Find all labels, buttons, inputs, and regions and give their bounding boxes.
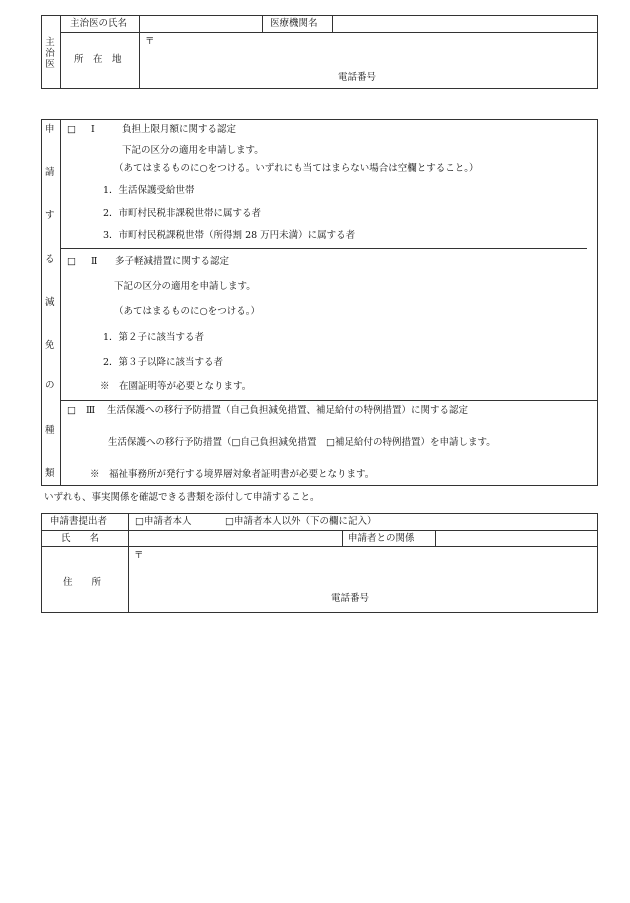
type2-line2: （あてはまるものに○をつける。） [114,306,261,317]
physician-address-label: 所 在 地 [74,54,122,65]
reduction-side-divider [60,119,61,486]
submitter-section [41,513,598,613]
submitter-relation-divider-b [435,530,436,546]
type1-line2: （あてはまるものに○をつける。いずれにも当てはまらない場合は空欄とすること。） [114,163,479,174]
submitter-relation-divider-a [342,530,343,546]
physician-name-label: 主治医の氏名 [70,18,128,29]
submitter-phone-label: 電話番号 [331,593,370,604]
physician-side-label [44,37,56,70]
reduction-side-char-9: 類 [45,468,55,479]
submitter-label-divider [128,513,129,613]
type1-checkbox[interactable]: □ [67,124,76,135]
type2-item-2[interactable]: 2．第３子以降に該当する者 [103,357,224,368]
type1-item-2[interactable]: 2．市町村民税非課税世帯に属する者 [103,208,262,219]
submitter-address-label: 住 所 [63,577,102,588]
side-char: 主 [45,37,55,48]
submitter-name-label: 氏 名 [61,533,100,544]
type1-divider [60,248,587,249]
type2-numeral: Ⅱ [91,256,98,267]
type2-divider [60,400,598,401]
submitter-relation-field[interactable] [438,531,595,545]
type1-title: 負担上限月額に関する認定 [122,124,237,135]
type3-checkbox[interactable]: □ [67,405,76,416]
physician-postal-mark: 〒 [145,36,155,47]
type3-numeral: Ⅲ [86,405,96,416]
type2-checkbox[interactable]: □ [67,256,76,267]
type2-item-1[interactable]: 1．第２子に該当する者 [103,332,205,343]
reduction-side-char-8: 種 [45,425,55,436]
submitter-option-self[interactable]: □申請者本人 [135,516,192,527]
submitter-postal-mark: 〒 [134,550,144,561]
submitter-label: 申請書提出者 [50,516,108,527]
type3-line1: 生活保護への移行予防措置（□自己負担減免措置 □補足給付の特例措置）を申請します。 [108,437,496,448]
reduction-side-char-5: 減 [45,297,55,308]
submitter-relation-label: 申請者との関係 [348,533,415,544]
type1-item-1[interactable]: 1．生活保護受給世帯 [103,185,195,196]
physician-name-field[interactable] [142,16,260,31]
type2-line1: 下記の区分の適用を申請します。 [114,281,256,292]
physician-row-divider [60,32,598,33]
reduction-side-char-7: の [45,380,55,391]
type1-line1: 下記の区分の適用を申請します。 [122,145,264,156]
physician-inst-divider-b [332,15,333,32]
type3-note: ※ 福祉事務所が発行する境界層対象者証明書が必要となります。 [90,469,375,480]
type1-numeral: Ⅰ [91,124,95,135]
institution-field[interactable] [335,16,595,31]
physician-inst-divider-a [262,15,263,32]
reduction-side-char-1: 申 [45,124,55,135]
reduction-side-char-4: る [45,254,55,265]
institution-label: 医療機関名 [270,18,318,29]
physician-phone-label: 電話番号 [338,72,377,83]
reduction-side-char-6: 免 [45,340,55,351]
submitter-name-field[interactable] [131,531,339,545]
physician-side-divider [60,15,61,89]
attachment-footnote: いずれも、事実関係を確認できる書類を添付して申請すること。 [44,492,320,503]
side-char: 治 [45,48,55,59]
submitter-option-other[interactable]: □申請者本人以外（下の欄に記入） [225,516,377,527]
submitter-row2-divider [41,546,598,547]
type2-title: 多子軽減措置に関する認定 [115,256,230,267]
type2-note: ※ 在園証明等が必要となります。 [100,381,252,392]
reduction-side-char-2: 請 [45,167,55,178]
side-char: 医 [45,59,55,70]
reduction-side-char-3: す [45,210,55,221]
type3-title: 生活保護への移行予防措置（自己負担減免措置、補足給付の特例措置）に関する認定 [107,405,469,416]
type1-item-3[interactable]: 3．市町村民税課税世帯（所得割 28 万円未満）に属する者 [103,230,356,241]
physician-label-divider [139,15,140,89]
